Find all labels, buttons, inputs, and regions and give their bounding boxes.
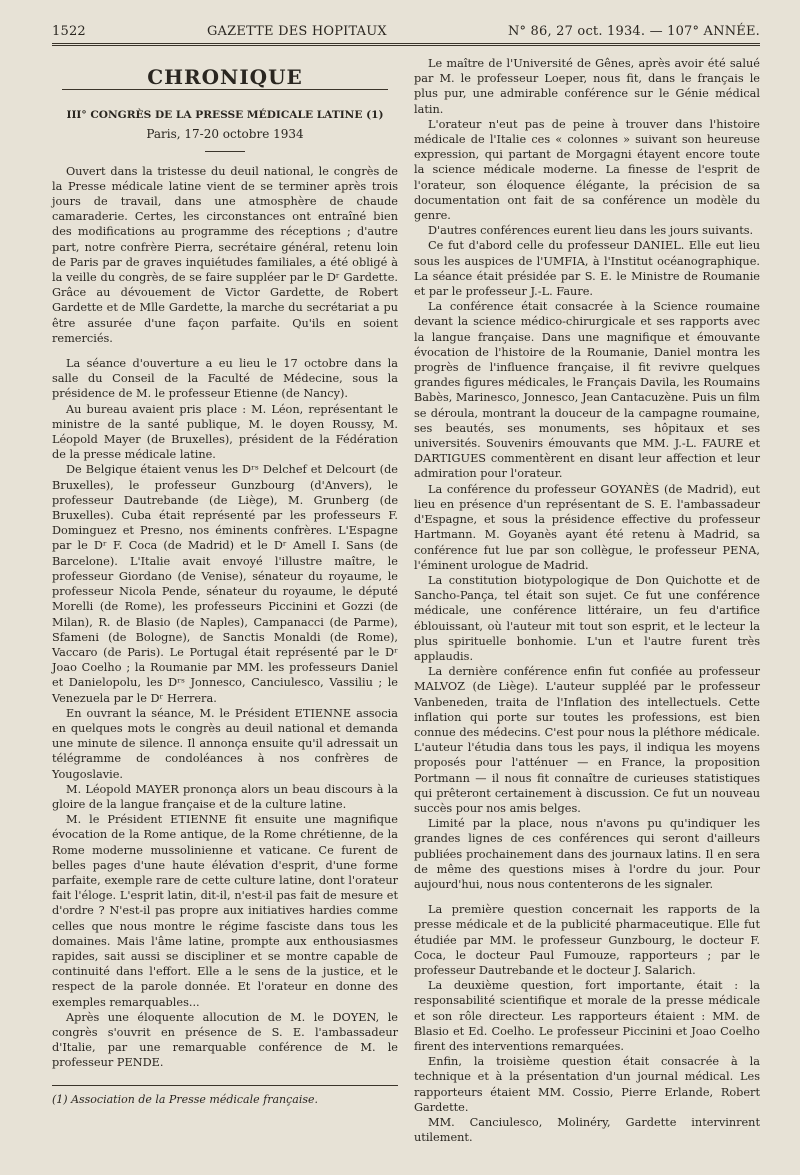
article-dates: Paris, 17-20 octobre 1934: [146, 127, 304, 142]
paragraph: D'autres conférences eurent lieu dans les jours suivants.: [428, 224, 754, 238]
paragraph: La conférence était consacrée à la Science roumaine devant la science médico-chirurgicale et ses rapports avec la langue française. Dans une magnifique et émouvante évocation de l'histoire de la Roumanie, Daniel montra les progrès de l'influence française, il fit revivre quelques grandes figures médicales, le Français Davila, les Roumains Babès, Marinesco, Jonnesco, Jean Cantacuzène. Puis un film se déroula, montrant la douceur de la campagne roumaine, ses beautés, ses monuments, ses hôpitaux et ses universités. Souvenirs émouvants que MM. J.-L. FAURE et DARTIGUES commentèrent en disant leur affection et leur admiration pour l'orateur.: [414, 300, 761, 481]
paragraph: La deuxième question, fort importante, était : la responsabilité scientifique et morale de la presse médicale et son rôle directeur. Les rapporteurs étaient : MM. de Blasio et Ed. Coelho. Le professeur Piccinini et Joao Coelho firent des interventions remarquées.: [414, 979, 760, 1053]
paragraph: Ce fut d'abord celle du professeur DANIEL. Elle eut lieu sous les auspices de l'UMFIA, à l'Institut océanographique. La séance était présidée par S. E. le Ministre de Roumanie et par le professeur J.-L. Faure.: [414, 239, 760, 299]
paragraph: L'orateur n'eut pas de peine à trouver dans l'histoire médicale de l'Italie ces « colonnes » suivant son heureuse expression, qui partant de Morgagni étayent encore toute la science médicale moderne. La finesse de l'esprit de l'orateur, son éloquence élégante, la précision de sa documentation ont fait de sa conférence un modèle du genre.: [414, 117, 760, 223]
paragraph: MM. Canciulesco, Molinéry, Gardette intervinrent utilement.: [414, 1116, 760, 1145]
article-heading: III° CONGRÈS DE LA PRESSE MÉDICALE LATINE (1): [66, 109, 384, 122]
paragraph: M. Léopold MAYER prononça alors un beau discours à la gloire de la langue française et de la culture latine.: [52, 782, 398, 811]
paragraph: Au bureau avaient pris place : M. Léon, représentant le ministre de la santé publique, M. le doyen Roussy, M. Léopold Mayer (de Bruxelles), président de la Fédération de la presse médicale latine.: [52, 402, 398, 462]
footnote: (1) Association de la Presse médicale française.: [52, 1092, 319, 1106]
paragraph: La première question concernait les rapports de la presse médicale et de la publicité pharmaceutique. Elle fut étudiée par MM. le professeur Gunzbourg, le docteur F. Coca, le docteur Paul Fumouze, rapporteurs ; par le professeur Dautrebande et le docteur J. Salarich.: [414, 903, 760, 977]
paragraph: La conférence du professeur GOYANÈS (de Madrid), eut lieu en présence d'un représentant de S. E. l'ambassadeur d'Espagne, et sous la présidence effective du professeur Hartmann. M. Goyanès ayant été retenu à Madrid, sa conférence fut lue par son collègue, le professeur PENA, l'éminent urologue de Madrid.: [414, 482, 760, 572]
paragraph: La constitution biotypologique de Don Quichotte et de Sancho-Pança, tel était son sujet. Ce fut une conférence médicale, une conférence littéraire, un feu d'artifice éblouissant, où l'auteur mit tout son esprit, et le lecteur la plus spirituelle bonhomie. L'un et l'autre furent très applaudis.: [414, 573, 760, 663]
paragraph: Le maître de l'Université de Gênes, après avoir été salué par M. le professeur Loeper, nous fit, dans le français le plus pur, une admirable conférence sur le Génie médical latin.: [414, 57, 760, 116]
section-title: CHRONIQUE: [147, 65, 303, 89]
paragraph: Après une éloquente allocution de M. le DOYEN, le congrès s'ouvrit en présence de S. E. l'ambassadeur d'Italie, par une remarquable conférence de M. le professeur PENDE.: [52, 1010, 398, 1070]
paragraph: M. le Président ETIENNE fit ensuite une magnifique évocation de la Rome antique, de la Rome chrétienne, de la Rome moderne mussolinienne et vaticane. Ce furent de belles pages d'une haute élévation d'esprit, d'une forme parfaite, exemple rare de cette culture latine, dont l'orateur fait l'éloge. L'esprit latin, dit-il, n'est-il pas fait de mesure et d'ordre ? N'est-il pas propre aux initiatives hardies comme celles que nous montre le régime fasciste dans tous les domaines. Mais l'âme latine, prompte aux enthousiasmes rapides, sait aussi se discipliner et se montre capable de continuité dans l'effort. Elle a le sens de la justice, et le respect de la parole donnée. Et l'orateur en donne des exemples remarquables...: [52, 813, 398, 1009]
header-rule: [52, 43, 760, 46]
paragraph: La séance d'ouverture a eu lieu le 17 octobre dans la salle du Conseil de la Faculté de Médecine, sous la présidence de M. le professeur Etienne (de Nancy).: [52, 357, 398, 401]
footnote-rule: [52, 1085, 398, 1086]
short-rule: [205, 151, 245, 152]
right-column: [414, 56, 760, 1145]
paragraph: La dernière conférence enfin fut confiée au professeur MALVOZ (de Liège). L'auteur suppléé par le professeur Vanbeneden, traita de l'Inflation des intellectuels. Cette inflation qui porte sur toutes les professions, est bien connue des médecins. C'est pour nous la pléthore médicale. L'auteur l'étudia dans tous les pays, il indiqua les moyens proposés pour l'atténuer — en France, la proposition Portmann — il nous fit connaître de curieuses statistiques qui prêteront certainement à discussion. Ce fut un nouveau succès pour nos amis belges.: [414, 665, 760, 815]
two-column-body: [52, 56, 760, 1145]
paragraph: Enfin, la troisième question était consacrée à la technique et à la présentation d'un journal médical. Les rapporteurs étaient MM. Cossio, Pierre Erlande, Robert Gardette.: [414, 1055, 760, 1114]
paragraph: De Belgique étaient venus les Dʳˢ Delchef et Delcourt (de Bruxelles), le professeur Gunzbourg (d'Anvers), le professeur Dautrebande (de Liège), M. Grunberg (de Bruxelles). Cuba était représenté par les professeurs F. Dominguez et Presno, nos éminents confrères. L'Espagne par le Dʳ F. Coca (de Madrid) et le Dʳ Amell I. Sans (de Barcelone). L'Italie avait envoyé l'illustre maître, le professeur Giordano (de Venise), sénateur du royaume, le professeur Nicola Pende, sénateur du royaume, le député Morelli (de Rome), les professeurs Piccinini et Gozzi (de Milan), R. de Blasio (de Naples), Campanacci (de Parme), Sfameni (de Bologne), de Sanctis Monaldi (de Rome), Vaccaro (de Paris). Le Portugal était représenté par le Dʳ Joao Coelho ; la Roumanie par MM. les professeurs Daniel et Danielopolu, les Dʳˢ Jonnesco, Canciulesco, Vassiliu ; le Venezuela par le Dʳ Herrera.: [52, 463, 398, 705]
section-rule: [62, 89, 388, 90]
paragraph: En ouvrant la séance, M. le Président ETIENNE associa en quelques mots le congrès au deuil national et demanda une minute de silence. Il annonça ensuite qu'il adressait un télégramme de condoléances à nos confrères de Yougoslavie.: [52, 706, 398, 781]
issue-info: N° 86, 27 oct. 1934. — 107° ANNÉE.: [507, 24, 760, 39]
paragraph: Limité par la place, nous n'avons pu qu'indiquer les grandes lignes de ces conférences qui seront d'ailleurs publiées prochainement dans des journaux latins. Il en sera de même des questions mises à l'ordre du jour. Pour aujourd'hui, nous nous contenterons de les signaler.: [414, 817, 760, 891]
paragraph: Ouvert dans la tristesse du deuil national, le congrès de la Presse médicale latine vient de se terminer après trois jours de travail, dans une atmosphère de chaude camaraderie. Certes, les circonstances ont entraîné bien des modifications au programme des réceptions ; d'autre part, notre confrère Pierra, secrétaire général, retenu loin de Paris par de graves inquiétudes familiales, a été obligé à la veille du congrès, de se faire suppléer par le Dʳ Gardette. Grâce au dévouement de Victor Gardette, de Robert Gardette et de Mlle Gardette, la marche du secrétariat a pu être assurée d'une façon parfaite. Qu'ils en soient remerciés.: [52, 164, 398, 345]
running-header: [52, 24, 760, 39]
page-number: 1522: [52, 24, 86, 39]
journal-title: GAZETTE DES HOPITAUX: [206, 24, 387, 39]
left-column: [52, 56, 398, 1145]
